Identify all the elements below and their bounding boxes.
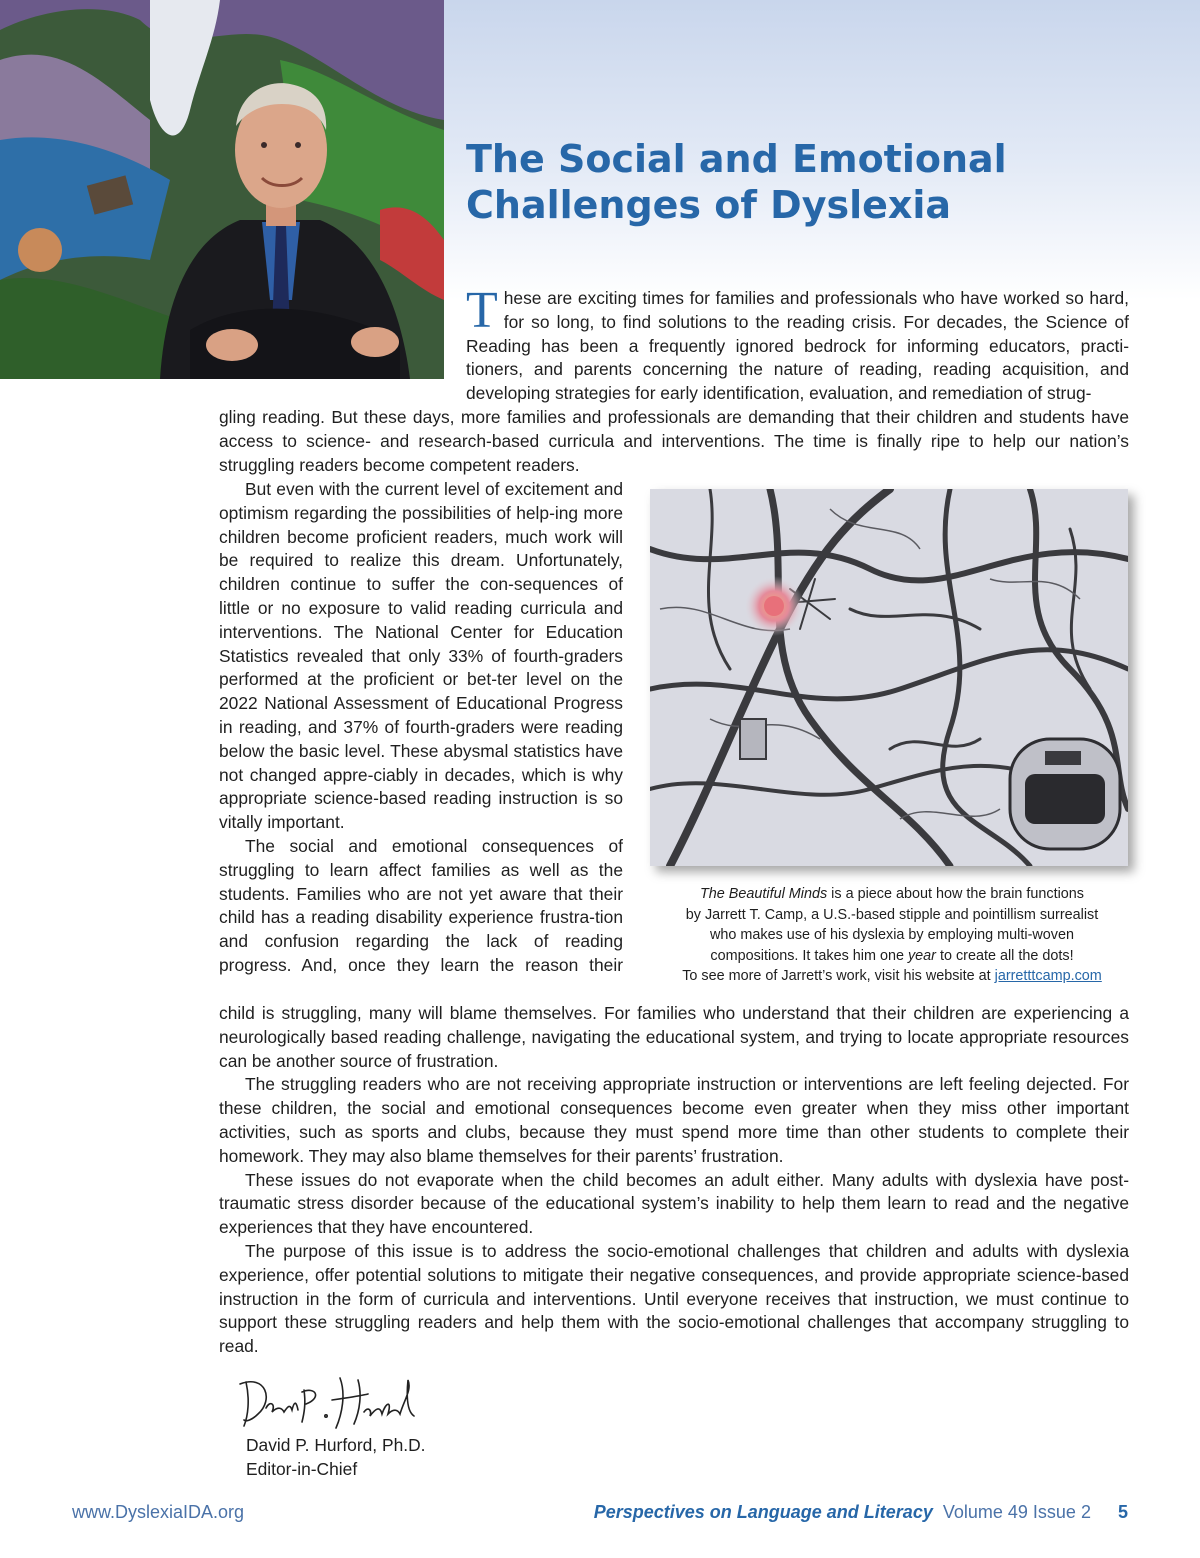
caption-line3: who makes use of his dyslexia by employing multi-woven: [710, 927, 1074, 943]
caption-line4b: to create all the dots!: [935, 947, 1074, 964]
paragraph-social-emotional: The social and emotional consequences of struggling to learn affect families as well as the students. Families who are not yet aware that their child has a reading disability experience frustra-tion and confusion regarding the lack of reading progress. And, once they learn the reason their: [219, 835, 623, 975]
page-number: 5: [1117, 1502, 1128, 1522]
caption-line5: To see more of Jarrett’s work, visit his website at: [682, 968, 995, 984]
intro-text-top: hese are exciting times for families and professionals who have worked so hard, for so long, to find solutions to the reading crisis. For decades, the Science of Reading has been a frequently ignored bedrock for informing educators, practi-tioners, and parents concerning the nature of reading, reading acquisition, and developing strategies for early identification, evaluation, and remediation of strug-: [466, 288, 1129, 404]
paragraph-social-emotional-continued: child is struggling, many will blame themselves. For families who understand that their children are experiencing a neurologically based reading challenge, navigating the educational system, and trying to locate appropriate resources can be another source of frustration.: [219, 1003, 1129, 1071]
caption-line1: is a piece about how the brain functions: [827, 886, 1084, 902]
caption-line4a: compositions. It takes him one: [710, 947, 908, 964]
caption-work-title: The Beautiful Minds: [700, 886, 828, 902]
paragraph-struggling-readers: The struggling readers who are not receiving appropriate instruction or interventions are left feeling dejected. For these children, the social and emotional consequences become even greater when they miss other important activities, such as sports and clubs, because they must spend more time than other students to complete their homework. They may also blame themselves for their parents’ frustration.: [219, 1074, 1129, 1166]
paragraph-purpose: The purpose of this issue is to address the socio-emotional challenges that children and adults with dyslexia experience, offer potential solutions to mitigate their negative consequences, and provide appropriate science-based instruction in the form of curricula and interventions. Until everyone receives that instruction, we must continue to support these struggling readers and help them with the socio-emotional challenges that accompany struggling to read.: [219, 1240, 1129, 1357]
left-column: [219, 478, 623, 978]
beautiful-minds-artwork: [650, 489, 1128, 866]
artwork-caption: [650, 884, 1134, 987]
editor-portrait-photo: [0, 0, 444, 379]
caption-line4-emphasis: year: [907, 947, 936, 964]
footer-publication: [594, 1502, 1128, 1523]
drop-cap: T: [466, 282, 498, 339]
intro-paragraph-bottom: gling reading. But these days, more families and professionals are demanding that their children and students have access to science- and research-based curricula and interventions. The time is finally ripe to help our nation’s struggling readers become competent readers.: [219, 407, 1129, 475]
footer-journal-name: Perspectives on Language and Literacy: [593, 1502, 933, 1522]
signature-block: [246, 1433, 425, 1481]
intro-paragraph-top: [466, 282, 1129, 406]
caption-line2: by Jarrett T. Camp, a U.S.-based stipple and pointillism surrealist: [685, 906, 1099, 923]
footer-issue: Volume 49 Issue 2: [942, 1502, 1091, 1522]
footer-website[interactable]: www.DyslexiaIDA.org: [72, 1502, 245, 1522]
editor-role: Editor-in-Chief: [246, 1459, 358, 1479]
article-title: The Social and Emotional Challenges of Dyslexia: [466, 137, 1007, 227]
paragraph-adults: These issues do not evaporate when the child becomes an adult either. Many adults with dyslexia have post-traumatic stress disorder because of the educational system’s inability to help them learn to read and the negative experiences that they have encountered.: [219, 1169, 1129, 1238]
paragraph-excitement: But even with the current level of excitement and optimism regarding the possibilities of help-ing more children become proficient readers, much work will be required to realize this dream. Unfortunately, children continue to suffer the con-sequences of little or no exposure to valid reading curricula and interventions. The National Center for Education Statistics revealed that only 33% of fourth-graders performed at the proficient or bet-ter level on the 2022 National Assessment of Educational Progress in reading, and 37% of fourth-graders were reading below the basic level. These abysmal statistics have not changed appre-ciably in decades, which is why appropriate science-based reading instruction is so vitally important.: [219, 479, 623, 833]
editor-name: David P. Hurford, Ph.D.: [246, 1435, 426, 1455]
full-width-text: [219, 1002, 1129, 1359]
handwritten-signature: [236, 1370, 426, 1432]
artist-website-link[interactable]: jarretttcamp.com: [994, 968, 1102, 984]
